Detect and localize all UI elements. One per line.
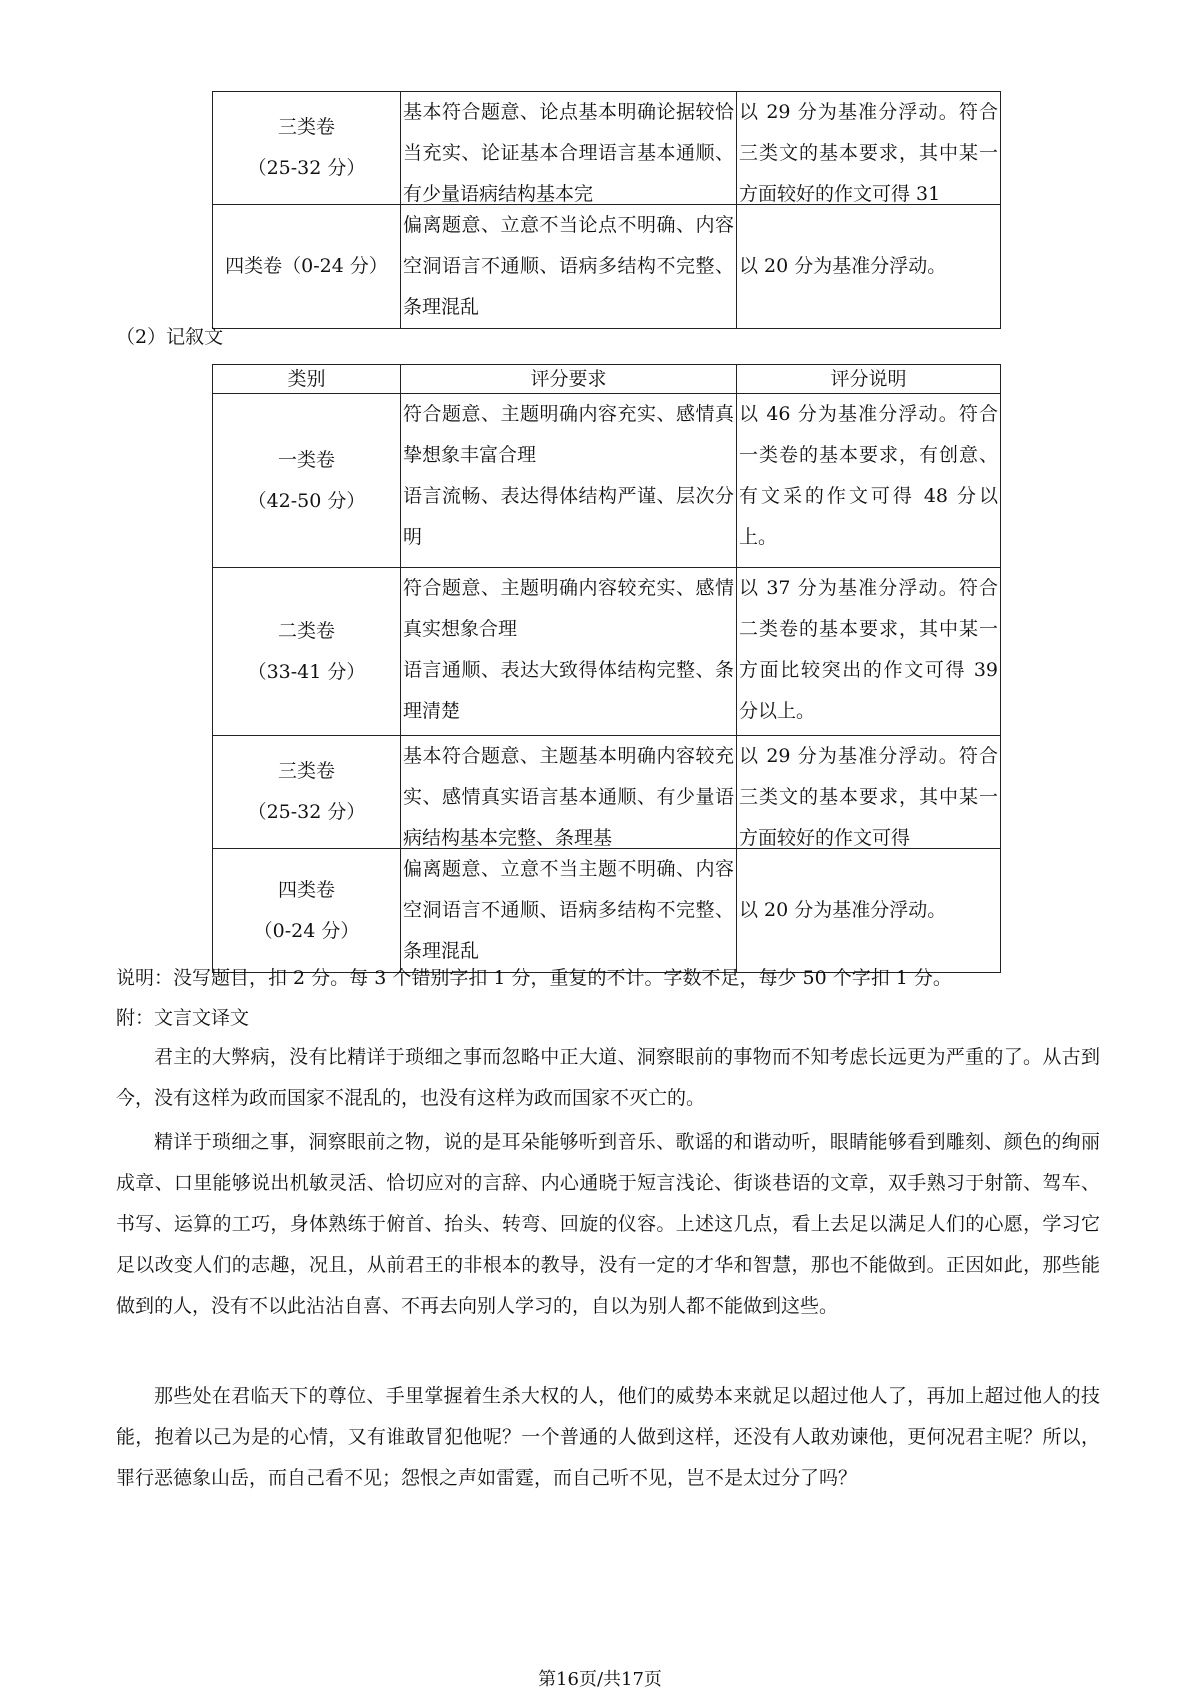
category-cell: 一类卷 （42-50 分） (213, 394, 401, 568)
explanation-cell: 以 20 分为基准分浮动。 (737, 849, 1001, 973)
requirement-cell (401, 92, 737, 205)
section-heading-narrative: （2）记叙文 (116, 326, 224, 348)
explanation-text: 以 29 分为基准分浮动。符合三类文的基本要求，其中某一方面较好的作文可得 (739, 745, 998, 848)
explanation-cell: 以 37 分为基准分浮动。符合二类卷的基本要求，其中某一方面比较突出的作文可得 39 分以上。 (737, 568, 1001, 736)
page-footer: 第16页/共17页 (538, 1669, 662, 1690)
category-cell: 三类卷 （25-32 分） (213, 736, 401, 849)
appendix-heading: 附：文言文译文 (116, 1007, 250, 1029)
requirement-text: 基本符合题意、主题基本明确内容较充实、感情真实语言基本通顺、有少量语病结构基本完整、条理基 (403, 745, 734, 848)
category-cell: 二类卷 （33-41 分） (213, 568, 401, 736)
translation-paragraph: 那些处在君临天下的尊位、手里掌握着生杀大权的人，他们的威势本来就足以超过他人了，再加上超过他人的技能，抱着以己为是的心情，又有谁敢冒犯他呢？一个普通的人做到这样，还没有人敢劝谏他，更何况君主呢？所以，罪行恶德象山岳，而自己看不见；怨恨之声如雷霆，而自己听不见，岂不是太过分了吗？ (116, 1385, 1100, 1489)
category-cell: 三类卷 （25-32 分） (213, 92, 401, 205)
requirement-cell: 偏离题意、立意不当论点不明确、内容空洞语言不通顺、语病多结构不完整、条理混乱 (401, 205, 737, 329)
explanation-cell (737, 736, 1001, 849)
argument-scoring-table (212, 91, 1001, 329)
table-row (213, 205, 1001, 329)
category-cell: 四类卷 （0-24 分） (213, 849, 401, 973)
table-row (213, 849, 1001, 973)
table-row (213, 736, 1001, 849)
scoring-note: 说明：没写题目，扣 2 分。每 3 个错别字扣 1 分，重复的不计。字数不足，每少 50 个字扣 1 分。 (116, 967, 952, 989)
header-requirement: 评分要求 (401, 365, 737, 394)
requirement-cell: 符合题意、主题明确内容较充实、感情真实想象合理 语言通顺、表达大致得体结构完整、条理清楚 (401, 568, 737, 736)
requirement-cell (401, 736, 737, 849)
table-header-row (213, 365, 1001, 394)
table-row (213, 568, 1001, 736)
explanation-cell: 以 46 分为基准分浮动。符合一类卷的基本要求，有创意、有文采的作文可得 48 分以上。 (737, 394, 1001, 568)
explanation-text: 以 29 分为基准分浮动。符合三类文的基本要求，其中某一方面较好的作文可得 31 (739, 101, 998, 204)
explanation-cell (737, 92, 1001, 205)
table-row (213, 394, 1001, 568)
requirement-cell: 偏离题意、立意不当主题不明确、内容空洞语言不通顺、语病多结构不完整、条理混乱 (401, 849, 737, 973)
header-explanation: 评分说明 (737, 365, 1001, 394)
translation-paragraph: 君主的大弊病，没有比精详于琐细之事而忽略中正大道、洞察眼前的事物而不知考虑长远更为严重的了。从古到今，没有这样为政而国家不混乱的，也没有这样为政而国家不灭亡的。 (116, 1046, 1100, 1109)
requirement-text: 基本符合题意、论点基本明确论据较恰当充实、论证基本合理语言基本通顺、有少量语病结构基本完 (403, 101, 734, 204)
category-cell: 四类卷（0-24 分） (213, 205, 401, 329)
table-row (213, 92, 1001, 205)
narrative-scoring-table (212, 364, 1005, 973)
requirement-cell: 符合题意、主题明确内容充实、感情真挚想象丰富合理 语言流畅、表达得体结构严谨、层次分明 (401, 394, 737, 568)
explanation-cell: 以 20 分为基准分浮动。 (737, 205, 1001, 329)
translation-paragraph: 精详于琐细之事，洞察眼前之物，说的是耳朵能够听到音乐、歌谣的和谐动听，眼睛能够看到雕刻、颜色的绚丽成章、口里能够说出机敏灵活、恰切应对的言辞、内心通晓于短言浅论、街谈巷语的文章，双手熟习于射箭、驾车、书写、运算的工巧，身体熟练于俯首、抬头、转弯、回旋的仪容。上述这几点，看上去足以满足人们的心愿，学习它足以改变人们的志趣，况且，从前君王的非根本的教导，没有一定的才华和智慧，那也不能做到。正因如此，那些能做到的人，没有不以此沾沾自喜、不再去向别人学习的，自以为别人都不能做到这些。 (116, 1131, 1100, 1317)
header-category: 类别 (213, 365, 401, 394)
